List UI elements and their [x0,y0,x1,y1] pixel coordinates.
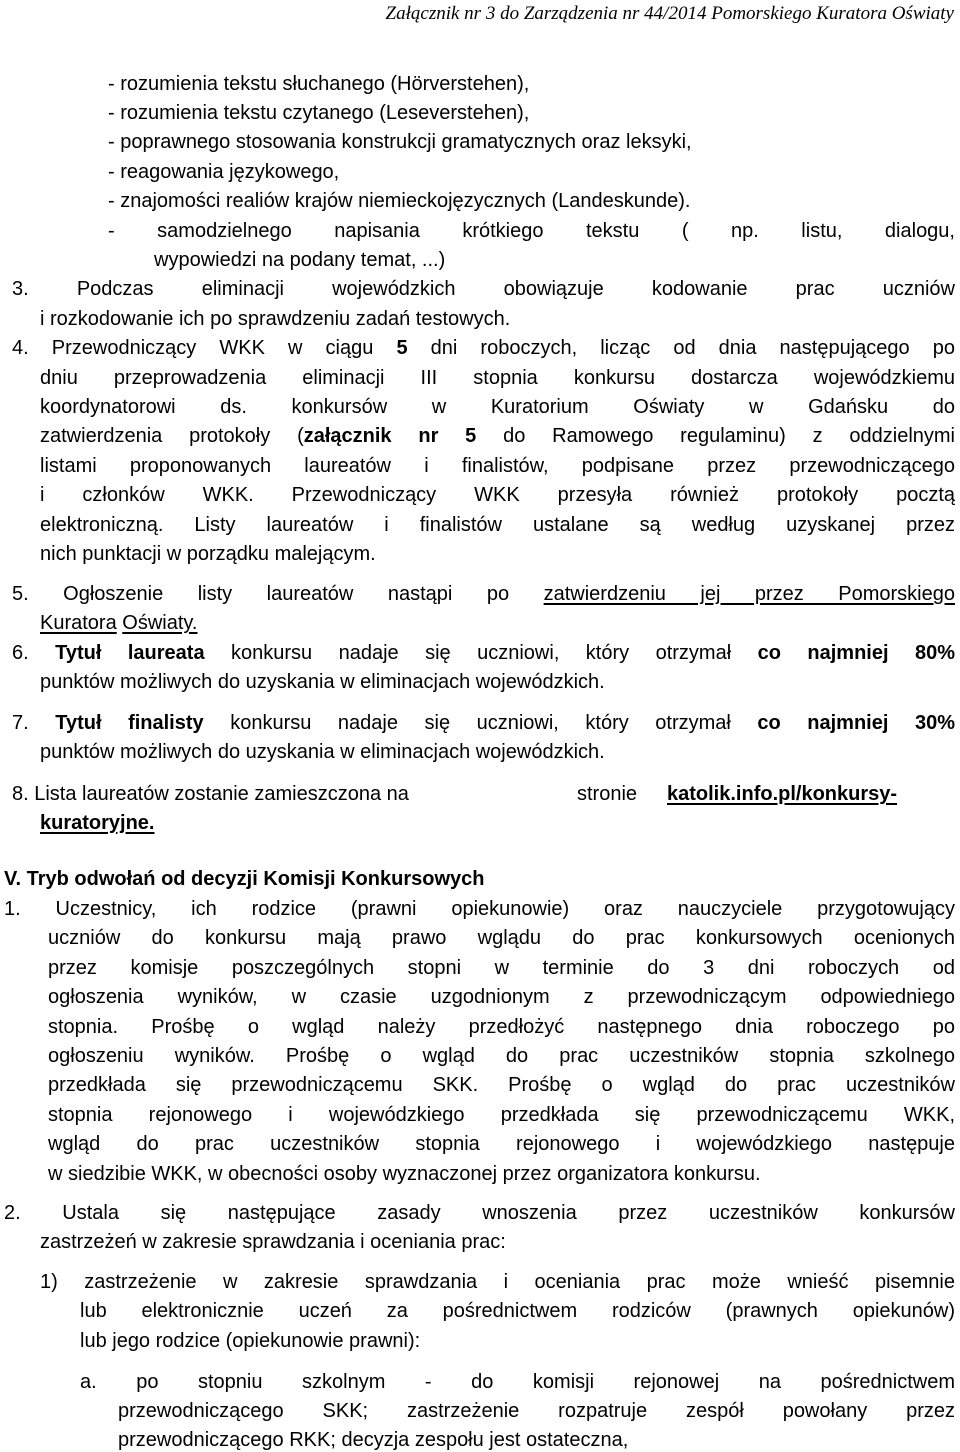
point-4-line: elektroniczną. Listy laureatów i finalistów ustalane są według uzyskanej przez [40,514,955,536]
section-v-point-1-line: uczniów do konkursu mają prawo wglądu do prac konkursowych ocenionych [48,927,955,949]
subpoint-a-line: przewodniczącego SKK; zastrzeżenie rozpatruje zespół powołany przez [118,1400,955,1422]
point-6-line: 6. Tytuł laureata konkursu nadaje się uczniowi, który otrzymał co najmniej 80% [12,642,955,664]
subpoint-1-line: lub jego rodzice (opiekunowie prawni): [80,1330,421,1352]
point-7-line: punktów możliwych do uzyskania w eliminacjach wojewódzkich. [40,741,605,763]
section-v-point-2-line: 2. Ustala się następujące zasady wnoszenia przez uczestników konkursów [4,1202,955,1224]
point-3-line: i rozkodowanie ich po sprawdzeniu zadań testowych. [40,308,511,330]
katolik-link-continuation[interactable]: kuratoryjne. [40,812,155,834]
section-v-point-1-line: ogłoszeniu wyników. Prośbę o wgląd do prac uczestników stopnia szkolnego [48,1045,955,1067]
point-8-line: stronie [577,783,638,805]
point-4-line: koordynatorowi ds. konkursów w Kuratorium Oświaty w Gdańsku do [40,396,955,418]
section-v-point-2-line: zastrzeżeń w zakresie sprawdzania i oceniania prac: [40,1231,506,1253]
point-4-line: listami proponowanych laureatów i finalistów, podpisane przez przewodniczącego [40,455,955,477]
point-4-line: 4. Przewodniczący WKK w ciągu 5 dni roboczych, licząc od dnia następującego po [12,337,955,359]
subpoint-a-line: a. po stopniu szkolnym - do komisji rejonowej na pośrednictwem [80,1371,955,1393]
list-item: - znajomości realiów krajów niemieckojęzycznych (Landeskunde). [108,190,691,212]
list-item: - samodzielnego napisania krótkiego tekstu ( np. listu, dialogu, [108,220,955,242]
point-4-line: zatwierdzenia protokoły (załącznik nr 5 do Ramowego regulaminu) z oddzielnymi [40,425,955,447]
section-v-point-1-line: przez komisje poszczególnych stopni w terminie do 3 dni roboczych od [48,957,955,979]
point-6-line: punktów możliwych do uzyskania w eliminacjach wojewódzkich. [40,671,605,693]
page-header: Załącznik nr 3 do Zarządzenia nr 44/2014 Pomorskiego Kuratora Oświaty [385,3,954,24]
list-item: - reagowania językowego, [108,161,340,183]
point-4-line: i członków WKK. Przewodniczący WKK przesyła również protokoły pocztą [40,484,955,506]
section-v-point-1-line: przedkłada się przewodniczącemu SKK. Prośbę o wgląd do prac uczestników [48,1074,955,1096]
section-v-point-1-line: wgląd do prac uczestników stopnia rejonowego i wojewódzkiego następuje [48,1133,955,1155]
section-v-point-1-line: w siedzibie WKK, w obecności osoby wyznaczonej przez organizatora konkursu. [48,1163,761,1185]
list-item: - rozumienia tekstu czytanego (Leseverstehen), [108,102,530,124]
section-v-point-1-line: stopnia rejonowego i wojewódzkiego przedkłada się przewodniczącemu WKK, [48,1104,955,1126]
katolik-link[interactable]: katolik.info.pl/konkursy- [667,783,898,805]
point-4-line: dniu przeprowadzenia eliminacji III stopnia konkursu dostarcza wojewódzkiemu [40,367,955,389]
list-item: - poprawnego stosowania konstrukcji gramatycznych oraz leksyki, [108,131,692,153]
point-5-line: Kuratora Oświaty. [40,612,198,634]
point-7-line: 7. Tytuł finalisty konkursu nadaje się uczniowi, który otrzymał co najmniej 30% [12,712,955,734]
subpoint-1-line: 1) zastrzeżenie w zakresie sprawdzania i oceniania prac może wnieść pisemnie [40,1271,955,1293]
subpoint-1-line: lub elektronicznie uczeń za pośrednictwem rodziców (prawnych opiekunów) [80,1300,955,1322]
point-3-line: 3. Podczas eliminacji wojewódzkich obowiązuje kodowanie prac uczniów [12,278,955,300]
section-v-point-1-line: ogłoszenia wyników, w czasie uzgodnionym z przewodniczącym odpowiedniego [48,986,955,1008]
list-item-continuation: wypowiedzi na podany temat, ...) [154,249,446,271]
point-5-line: 5. Ogłoszenie listy laureatów nastąpi po zatwierdzeniu jej przez Pomorskiego [12,583,955,605]
point-8-line: 8. Lista laureatów zostanie zamieszczona na [12,783,409,805]
section-v-point-1-line: 1. Uczestnicy, ich rodzice (prawni opiekunowie) oraz nauczyciele przygotowujący [4,898,955,920]
section-title: V. Tryb odwołań od decyzji Komisji Konkursowych [4,868,485,890]
list-item: - rozumienia tekstu słuchanego (Hörverstehen), [108,73,530,95]
subpoint-a-line: przewodniczącego RKK; decyzja zespołu jest ostateczna, [118,1429,629,1451]
section-v-point-1-line: stopnia. Prośbę o wgląd należy przedłożyć następnego dnia roboczego po [48,1016,955,1038]
point-4-line: nich punktacji w porządku malejącym. [40,543,376,565]
